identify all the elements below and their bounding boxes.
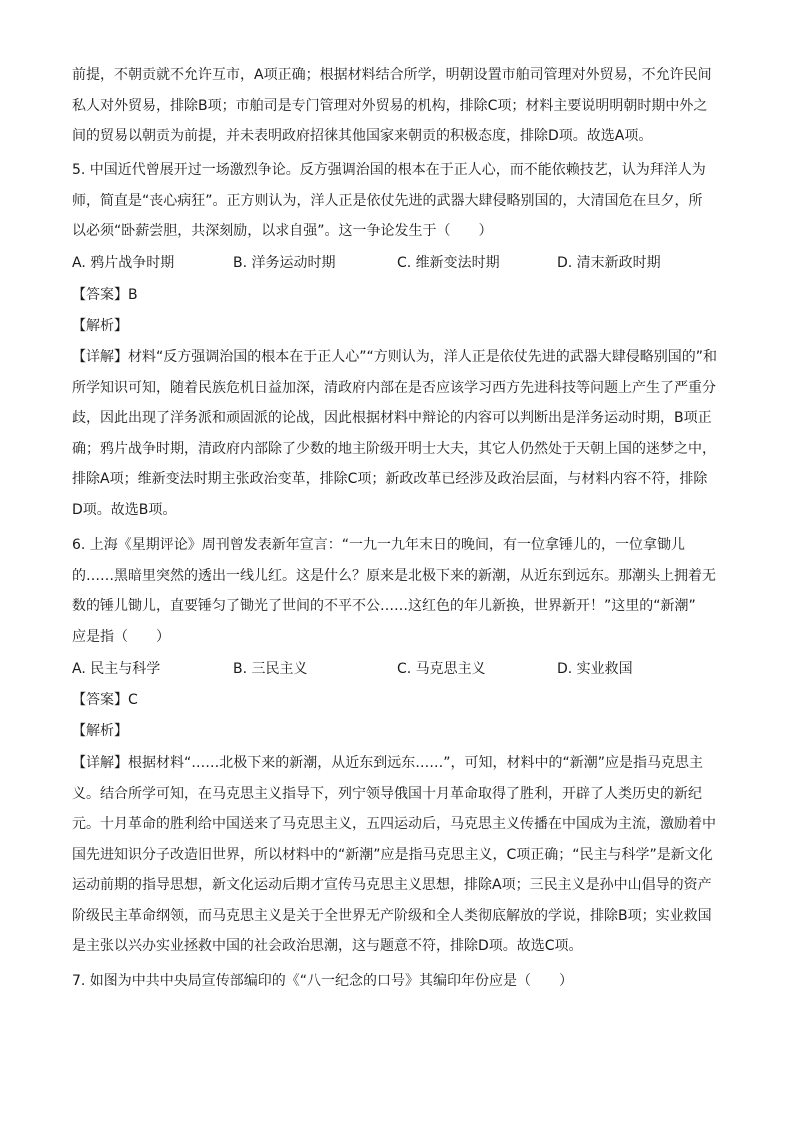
question-5-stem: [72, 155, 722, 247]
text-line: 数的锤儿锄儿，直要锤匀了锄光了世间的不平不公……这红色的年儿新换，世界新开！”这里的“新潮”: [72, 598, 696, 614]
text-line: 歧，因此出现了洋务派和顽固派的论战，因此根据材料中辩论的内容可以判断出是洋务运动时期，B项正: [72, 410, 712, 426]
text-line: 6. 上海《星期评论》周刊曾发表新年宣言：“一九一九年末日的晚间，有一位拿锤儿的，一位拿锄儿: [72, 537, 686, 553]
text-line: 前提，不朝贡就不允许互市，A项正确；根据材料结合所学，明朝设置市舶司管理对外贸易，不允许民间: [72, 67, 712, 83]
question-6-analysis-label: 【解析】: [72, 723, 128, 739]
question-5-analysis-label: 【解析】: [72, 318, 128, 334]
option-d: D. 清末新政时期: [557, 255, 661, 271]
question-6-answer: 【答案】C: [72, 692, 138, 708]
question-5-detail: [72, 342, 722, 525]
text-line: 义。结合所学可知，在马克思主义指导下，列宁领导俄国十月革命取得了胜利，开辟了人类历史的新纪: [72, 785, 702, 802]
question-7-stem: [72, 966, 722, 997]
previous-answer-explanation: [72, 60, 722, 152]
text-line: 以必须“卧薪尝胆，共深刻励，以求自强”。这一争论发生于（ ）: [72, 223, 493, 239]
text-line: 元。十月革命的胜利给中国送来了马克思主义，五四运动后，马克思主义传播在中国成为主流，激励着中: [72, 816, 716, 832]
text-line: 5. 中国近代曾展开过一场激烈争论。反方强调治国的根本在于正人心，而不能依赖技艺，认为拜洋人为: [72, 162, 706, 178]
text-line: 的……黑暗里突然的透出一线儿红。这是什么？原来是北极下来的新潮，从近东到远东。那潮头上拥着无: [72, 567, 716, 584]
option-a: A. 鸦片战争时期: [72, 255, 175, 271]
option-a: A. 民主与科学: [72, 661, 161, 677]
text-line: 阶级民主革命纲领，而马克思主义是关于全世界无产阶级和全人类彻底解放的学说，排除B项；实业救国: [72, 907, 712, 924]
option-c: C. 马克思主义: [397, 661, 486, 677]
text-line: 7. 如图为中共中央局宣传部编印的《“八一纪念的口号》其编印年份应是（ ）: [72, 973, 574, 989]
question-6-detail: [72, 748, 722, 962]
option-c: C. 维新变法时期: [397, 255, 500, 271]
text-line: 运动前期的指导思想，新文化运动后期才宣传马克思主义思想，排除A项；三民主义是孙中山倡导的资产: [72, 877, 712, 893]
text-line: D项。故选B项。: [72, 501, 177, 518]
question-6-stem: [72, 530, 722, 652]
text-line: 确；鸦片战争时期，清政府内部除了少数的地主阶级开明士大夫，其它人仍然处于天朝上国的迷梦之中，: [72, 440, 716, 457]
option-d: D. 实业救国: [557, 661, 633, 677]
question-6-options: [72, 654, 722, 684]
option-b: B. 三民主义: [233, 661, 308, 677]
text-line: 是主张以兴办实业拯救中国的社会政治思潮，这与题意不符，排除D项。故选C项。: [72, 938, 583, 954]
text-line: 间的贸易以朝贡为前提，并未表明政府招徕其他国家来朝贡的积极态度，排除D项。故选A项。: [72, 128, 653, 144]
text-line: 【详解】根据材料“……北极下来的新潮，从近东到远东……”，可知，材料中的“新潮”应是指马克思主: [72, 755, 704, 771]
text-line: 私人对外贸易，排除B项；市舶司是专门管理对外贸易的机构，排除C项；材料主要说明明朝时期中外之: [72, 97, 708, 114]
text-line: 所学知识可知，随着民族危机日益加深，清政府内部在是否应该学习西方先进科技等问题上产生了严重分: [72, 379, 716, 396]
question-5-answer: 【答案】B: [72, 287, 138, 303]
text-line: 应是指（ ）: [72, 628, 170, 645]
text-line: 国先进知识分子改造旧世界，所以材料中的“新潮”应是指马克思主义，C项正确；“民主与科学”是新文化: [72, 846, 713, 863]
question-5-options: [72, 248, 722, 278]
text-line: 【详解】材料“反方强调治国的根本在于正人心”“方则认为，洋人正是依仗先进的武器大肆侵略别国的”和: [72, 349, 718, 365]
text-line: 排除A项；维新变法时期主张政治变革，排除C项；新政改革已经涉及政治层面，与材料内容不符，排除: [72, 471, 708, 487]
text-line: 师，简直是“丧心病狂”。正方则认为，洋人正是依仗先进的武器大肆侵略别国的，大清国危在旦夕，所: [72, 192, 703, 209]
option-b: B. 洋务运动时期: [233, 255, 336, 271]
